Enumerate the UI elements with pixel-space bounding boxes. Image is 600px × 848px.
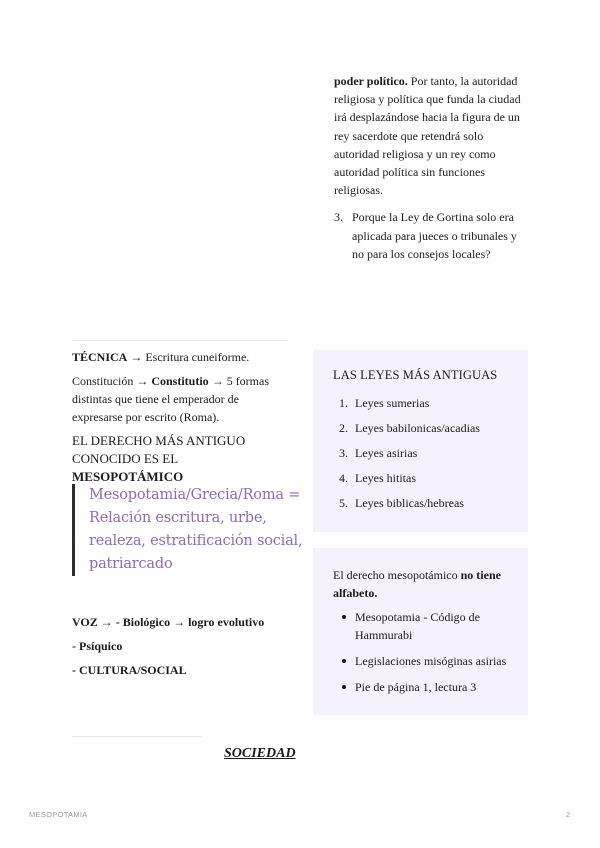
voz-block: [72, 613, 302, 685]
derecho-line: [72, 432, 288, 486]
left-column: [72, 348, 288, 492]
voz-line: VOZ → - Biológico → logro evolutivo: [72, 615, 265, 629]
derecho-text: EL DERECHO MÁS ANTIGUO CONOCIDO ES EL: [72, 433, 246, 466]
divider: [72, 340, 288, 341]
page-number: 2: [566, 810, 571, 819]
tecnica-line: [72, 348, 288, 366]
item-text: Leyes babilonicas/acadias: [355, 421, 480, 435]
footer-title: MESOPOTAMIA: [29, 810, 88, 819]
list-item: [335, 394, 480, 419]
item-number: 2.: [339, 421, 348, 435]
list-item: [335, 494, 480, 519]
bullet-list: [335, 608, 515, 704]
bold-phrase: poder político.: [334, 74, 408, 88]
divider: [72, 736, 202, 737]
list-item: [335, 608, 515, 644]
constitucion-desc: 5 formas distintas que tiene el emperador de expresarse por escrito (Roma).: [72, 374, 270, 424]
item-text: Leyes asirias: [355, 446, 418, 460]
tecnica-text: Escritura cuneiforme.: [142, 350, 250, 364]
bullet-icon: [342, 685, 346, 689]
arrow: →: [211, 374, 224, 388]
arrow: →: [136, 374, 149, 388]
list-item: [335, 444, 480, 469]
continued-paragraph: [334, 72, 530, 199]
constitucion-line: [72, 372, 288, 426]
item-text: Mesopotamia - Código de Hammurabi: [355, 610, 480, 642]
callout-derecho: [313, 548, 528, 715]
list-item: [335, 469, 480, 494]
cultura-line: - CULTURA/SOCIAL: [72, 663, 187, 677]
callout-title: LAS LEYES MÁS ANTIGUAS: [333, 368, 498, 382]
psiquico-line: - Psíquico: [72, 639, 123, 653]
top-column: [334, 72, 530, 263]
intro-text: El derecho mesopotámico: [333, 568, 461, 582]
item-number: 5.: [339, 496, 348, 510]
derecho-bold: MESOPOTÁMICO: [72, 469, 184, 484]
item-number: 3.: [334, 210, 343, 225]
item-number: 4.: [339, 471, 348, 485]
section-heading: SOCIEDAD: [224, 746, 296, 761]
item-text: Leyes biblicas/hebreas: [355, 496, 464, 510]
constitucion-text: Constitución: [72, 374, 137, 388]
callout-leyes: [313, 350, 528, 532]
item-text: Leyes hititas: [355, 471, 416, 485]
numbered-item-3: [334, 208, 530, 263]
list-item: [335, 419, 480, 444]
item-number: 1.: [339, 396, 348, 410]
item-text: Legislaciones misóginas asirias: [355, 654, 507, 668]
paragraph-text: Por tanto, la autoridad religiosa y política que funda la ciudad irá desplazándose hacia la figura de un rey sacerdote que retendrá solo autoridad religiosa y un rey como autoridad política sin funciones religiosas.: [334, 74, 521, 198]
bullet-icon: [342, 659, 346, 663]
list-item: [335, 678, 515, 696]
item-text: Leyes sumerias: [355, 396, 430, 410]
item-text: Pie de página 1, lectura 3: [355, 680, 477, 694]
bullet-icon: [342, 615, 346, 619]
constitutio-term: Constitutio: [151, 374, 209, 388]
quote-block: Mesopotamia/Grecia/Roma = Relación escritura, urbe, realeza, estratificación social, patriarcado: [72, 484, 311, 576]
item-text: Porque la Ley de Gortina solo era aplicada para jueces o tribunales y no para los consejos locales?: [352, 210, 517, 261]
intro-bold: no tiene alfabeto.: [333, 568, 501, 600]
callout-intro: [333, 566, 513, 602]
ordered-list: [335, 394, 480, 519]
arrow: →: [130, 350, 143, 364]
tecnica-label: TÉCNICA: [72, 350, 128, 364]
list-item: [335, 652, 515, 670]
item-number: 3.: [339, 446, 348, 460]
